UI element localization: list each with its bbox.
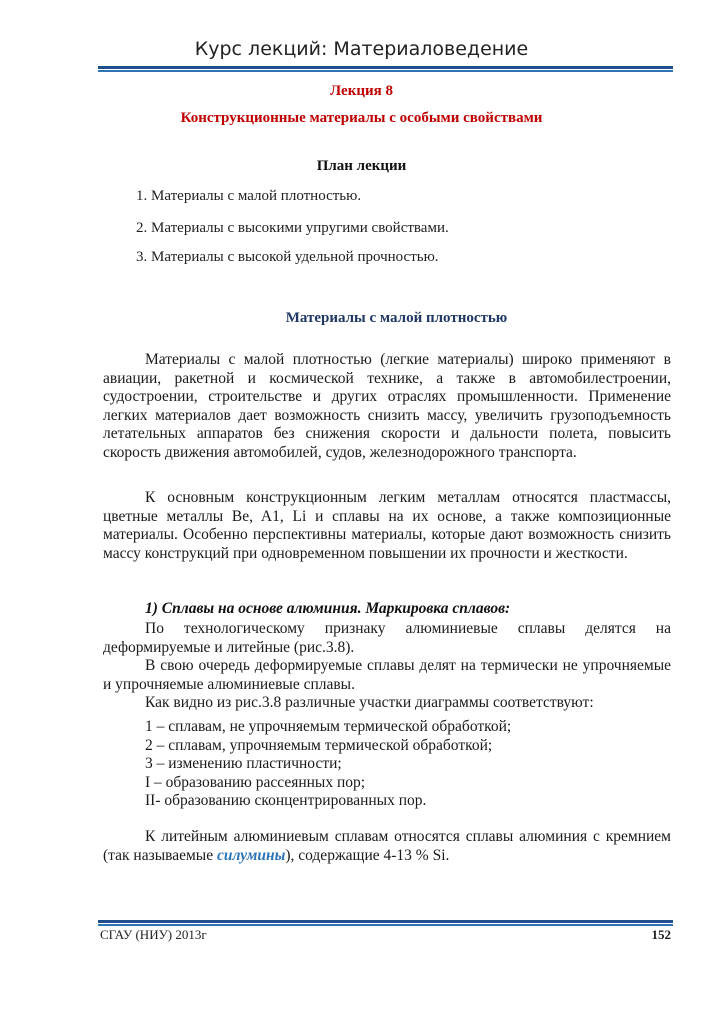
paragraph-text: Как видно из рис.3.8 различные участки диаграммы соответствуют: [145, 694, 594, 711]
paragraph [103, 828, 671, 865]
header-rule-secondary [98, 70, 673, 72]
plan-item: 3. Материалы с высокой удельной прочностью. [136, 249, 439, 265]
footer-rule-secondary [98, 924, 673, 926]
diagram-legend-list [103, 718, 671, 811]
paragraph-text: В свою очередь деформируемые сплавы делят на термически не упрочняемые и упрочняемые алюминиевые сплавы. [103, 657, 671, 693]
header-rule [98, 66, 673, 69]
paragraph [103, 351, 671, 462]
plan-item: 2. Материалы с высокими упругими свойствами. [136, 220, 449, 236]
section-title: Материалы с малой плотностью [285, 310, 508, 326]
subsection-heading: 1) Сплавы на основе алюминия. Маркировка сплавов: [145, 600, 511, 617]
paragraph-group [103, 620, 671, 713]
page-number: 152 [651, 927, 671, 942]
list-item: I – образованию рассеянных пор; [145, 773, 366, 791]
lecture-number: Лекция 8 [329, 83, 394, 99]
list-item: 2 – сплавам, упрочняемым термической обработкой; [145, 736, 493, 754]
page-header-title: Курс лекций: Материаловедение [194, 38, 529, 60]
paragraph-end: ), содержащие 4-13 % Si. [285, 846, 450, 864]
lecture-topic: Конструкционные материалы с особыми свойствами [180, 110, 543, 126]
term-silumin: силумины [216, 846, 286, 864]
paragraph [103, 489, 671, 563]
paragraph-text: К основным конструкционным легким металлам относятся пластмассы, цветные металлы Be, A1, Li и сплавы на их основе, а также композиционные материалы. Особенно перспективны материалы, которые дают возможность снизить массу конструкций при одновременном повышении их прочности и жесткости. [103, 489, 671, 562]
footer-rule [98, 920, 673, 923]
list-item: 1 – сплавам, не упрочняемым термической обработкой; [145, 718, 512, 735]
plan-item: 1. Материалы с малой плотностью. [136, 188, 362, 204]
footer-institution: СГАУ (НИУ) 2013г [100, 927, 207, 942]
list-item: II- образованию сконцентрированных пор. [145, 792, 427, 809]
paragraph-text: Материалы с малой плотностью (легкие материалы) широко применяют в авиации, ракетной и космической технике, а также в автомобилестроении, судостроении, строительстве и других отраслях промышленности. Применение легких материалов дает возможность снизить массу, увеличить грузоподъемность летательных аппаратов без снижения скорости и дальности полета, повысить скорость движения автомобилей, судов, железнодорожного транспорта. [103, 351, 671, 461]
plan-title: План лекции [316, 158, 407, 174]
list-item: 3 – изменению пластичности; [145, 755, 342, 772]
paragraph-start: К литейным алюминиевым сплавам относятся сплавы алюминия с кремнием (так называемые [103, 828, 671, 864]
paragraph-text: По технологическому признаку алюминиевые сплавы делятся на деформируемые и литейные (рис.3.8). [103, 620, 671, 656]
paragraph-text [103, 828, 671, 865]
